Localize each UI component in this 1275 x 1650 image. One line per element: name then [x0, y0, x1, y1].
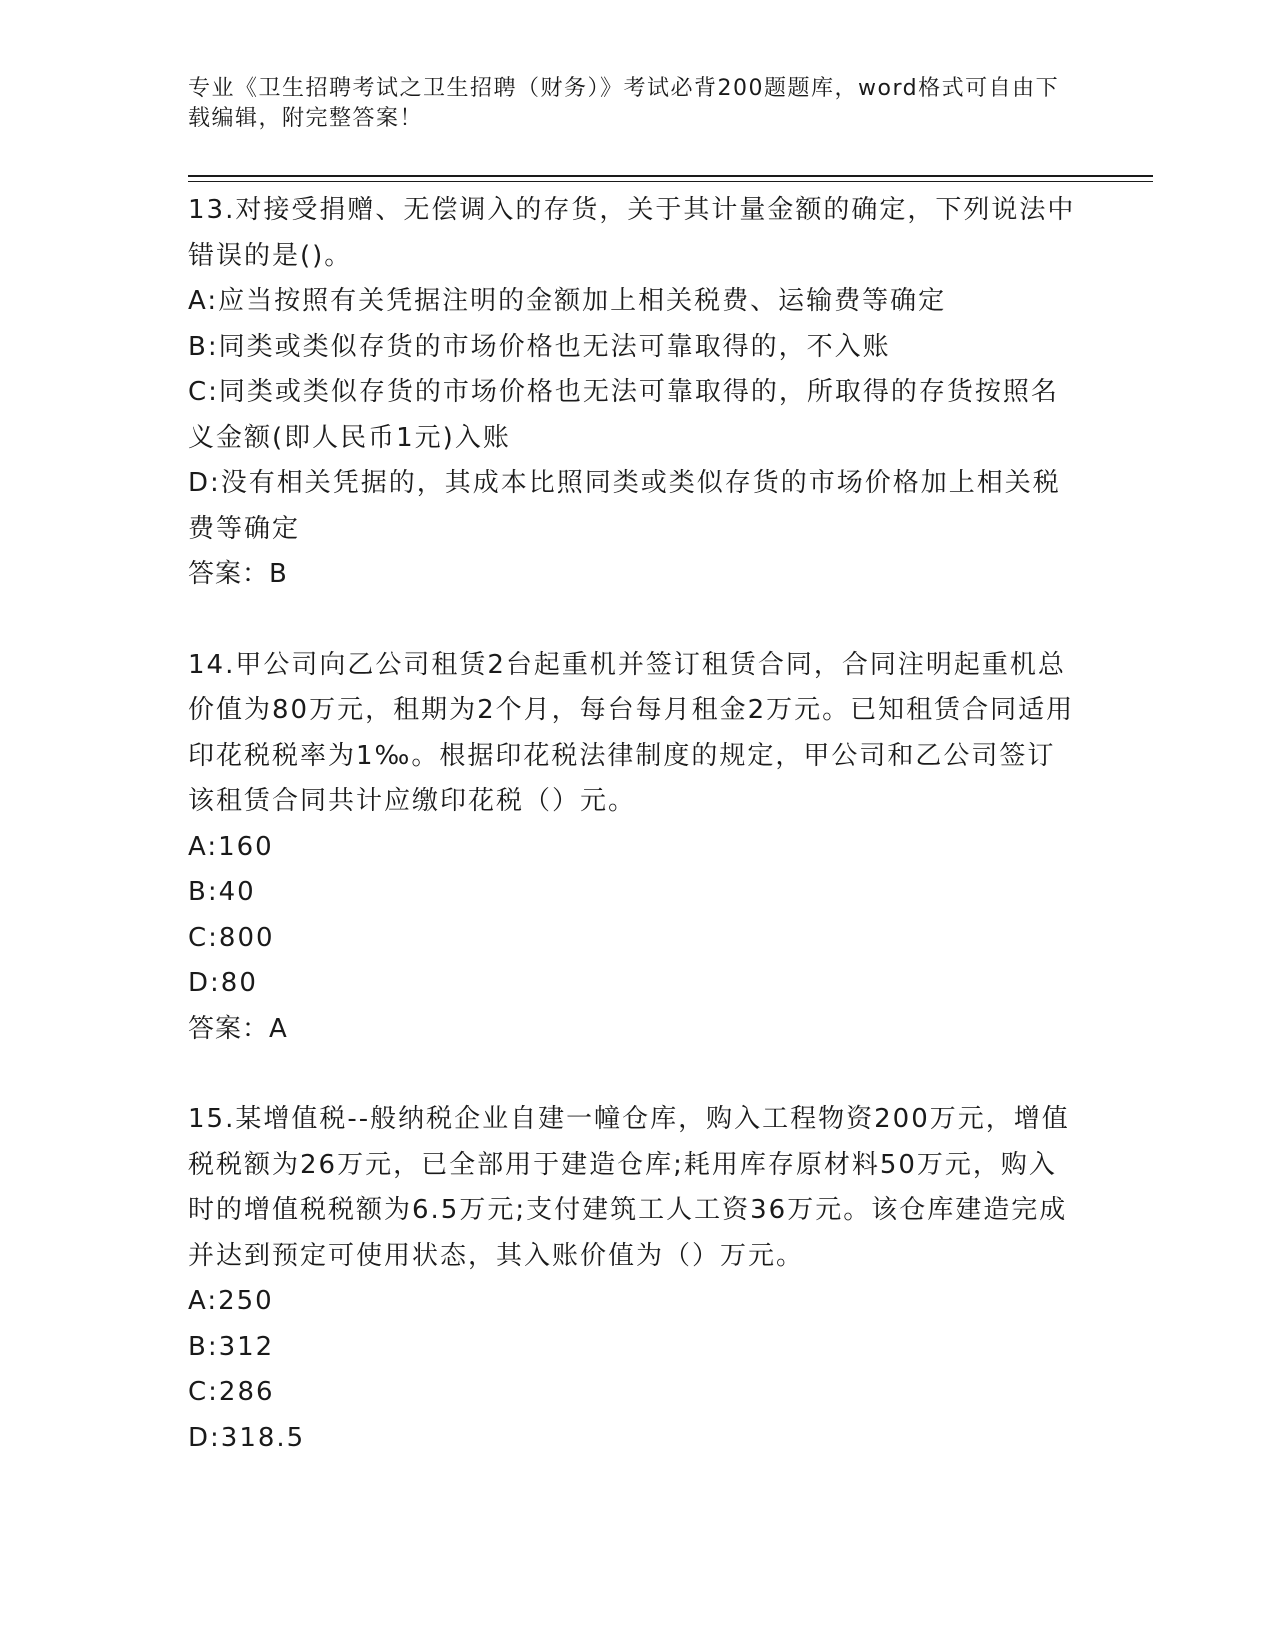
header-divider-thin	[188, 181, 1153, 182]
spacer	[188, 1052, 1083, 1097]
option-b: B:同类或类似存货的市场价格也无法可靠取得的，不入账	[188, 331, 891, 362]
question-text: 15.某增值税--般纳税企业自建一幢仓库，购入工程物资200万元，增值税税额为26万元，已全部用于建造仓库;耗用库存原材料50万元，购入时的增值税税额为6.5万元;支付建筑工人工资36万元。该仓库建造完成并达到预定可使用状态，其入账价值为（）万元。	[188, 1104, 1070, 1271]
option-a: A:应当按照有关凭据注明的金额加上相关税费、运输费等确定	[188, 286, 947, 316]
question-text: 13.对接受捐赠、无偿调入的存货，关于其计量金额的确定，下列说法中错误的是()。	[188, 195, 1076, 271]
question-text: 14.甲公司向乙公司租赁2台起重机并签订租赁合同，合同注明起重机总价值为80万元，租期为2个月，每台每月租金2万元。已知租赁合同适用印花税税率为1‰。根据印花税法律制度的规定，甲公司和乙公司签订该租赁合同共计应缴印花税（）元。	[188, 649, 1075, 816]
option-c: C:286	[188, 1377, 275, 1407]
question-15	[188, 1097, 1083, 1461]
page-header: 专业《卫生招聘考试之卫生招聘（财务）》考试必背200题题库，word格式可自由下载编辑，附完整答案！	[188, 76, 1060, 131]
option-b: B:40	[188, 877, 256, 907]
question-14	[188, 643, 1083, 1053]
option-c: C:同类或类似存货的市场价格也无法可靠取得的，所取得的存货按照名义金额(即人民币1元)入账	[188, 377, 1059, 453]
answer: 答案：B	[188, 559, 288, 589]
question-13	[188, 188, 1083, 598]
option-a: A:160	[188, 831, 274, 862]
header-divider	[188, 175, 1153, 177]
question-list	[188, 188, 1083, 1461]
option-a: A:250	[188, 1286, 274, 1316]
spacer	[188, 598, 1083, 643]
option-d: D:没有相关凭据的，其成本比照同类或类似存货的市场价格加上相关税费等确定	[188, 468, 1061, 544]
option-b: B:312	[188, 1331, 275, 1362]
option-d: D:80	[188, 968, 258, 998]
answer: 答案：A	[188, 1013, 288, 1044]
option-d: D:318.5	[188, 1422, 306, 1453]
option-c: C:800	[188, 922, 275, 953]
